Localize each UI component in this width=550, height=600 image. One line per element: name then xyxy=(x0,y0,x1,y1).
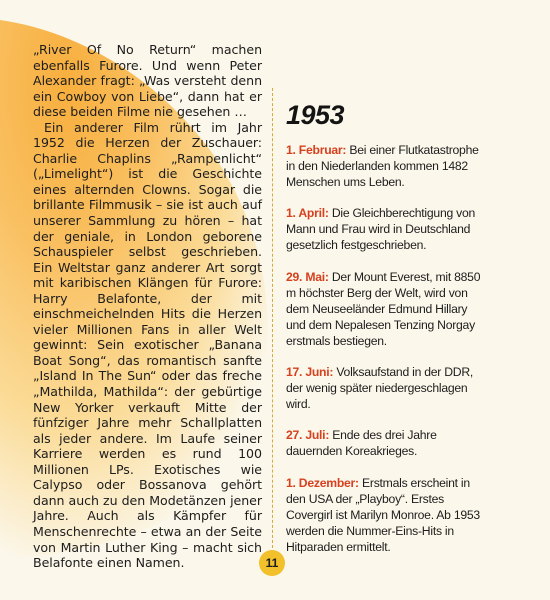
entry-date: 1. Dezember: xyxy=(286,475,359,490)
entry-date: 17. Juni: xyxy=(286,365,334,380)
timeline-entry xyxy=(286,269,486,349)
entry-text: Ende des drei Jahre dauernden Koreakrieges. xyxy=(286,428,437,459)
timeline-entry xyxy=(286,364,486,412)
entry-date: 1. April: xyxy=(286,206,329,221)
timeline-entry xyxy=(286,142,486,190)
timeline-entry xyxy=(286,475,486,555)
entry-date: 29. Mai: xyxy=(286,269,329,284)
entry-date: 1. Februar: xyxy=(286,143,347,157)
article-text-column xyxy=(33,42,262,571)
page-number-badge: 11 xyxy=(259,550,285,576)
entry-text: Volksaufstand in der DDR, der wenig später niedergeschlagen wird. xyxy=(286,365,474,412)
entry-text: Bei einer Flutkatastrophe in den Niederlanden kommen 1482 Menschen ums Leben. xyxy=(286,143,479,190)
timeline-column xyxy=(286,100,486,570)
timeline-entry xyxy=(286,205,486,253)
timeline-entry xyxy=(286,427,486,459)
article-paragraph: „River Of No Return“ machen ebenfalls Furore. Und wenn Peter Alexander fragt: „Was versteht denn ein Cowboy von Liebe“, dann hat er diese beiden Filme nie gesehen … xyxy=(33,42,262,120)
column-divider xyxy=(272,88,273,553)
entry-text: Der Mount Everest, mit 8850 m höchster Berg der Welt, wird von dem Neuseeländer Edmund Hillary und dem Nepalesen Tenzing Norgay erstmals bestiegen. xyxy=(286,269,481,348)
entry-date: 27. Juli: xyxy=(286,428,330,443)
entry-text: Die Gleichberechtigung von Mann und Frau wird in Deutschland gesetzlich festgeschrieben. xyxy=(286,206,476,253)
entry-text: Erstmals erscheint in den USA der „Playboy“. Erstes Covergirl ist Marilyn Monroe. Ab 1953 werden die Nummer-Eins-Hits in Hitparaden ermittelt. xyxy=(286,475,480,554)
year-heading: 1953 xyxy=(286,100,345,130)
article-paragraph: Ein anderer Film rührt im Jahr 1952 die Herzen der Zuschauer: Charlie Chaplins „Rampenlicht“ („Limelight“) ist die Geschichte eines alternden Clowns. Sogar die brillante Filmmusik – sie ist auch auf unserer Sammlung zu hören – hat der geniale, in London geborene Schauspieler selbst geschrieben. Ein Weltstar ganz anderer Art sorgt mit karibischen Klängen für Furore: Harry Belafonte, der mit einschmeichelnden Hits die Herzen vieler Millionen Fans in aller Welt gewinnt: Sein exotischer „Banana Boat Song“, das romantisch sanfte „Island In The Sun“ oder das freche „Mathilda, Mathilda“: der gebürtige New Yorker verkauft Mitte der fünfziger Jahre mehr Schallplatten als jeder andere. Im Laufe seiner Karriere werden es rund 100 Millionen LPs. Exotisches wie Calypso oder Bossanova gehört dann auch zu den Modetänzen jener Jahre. Auch als Kämpfer für Menschenrechte – etwa an der Seite von Martin Luther King – macht sich Belafonte einen Namen. xyxy=(33,119,262,571)
